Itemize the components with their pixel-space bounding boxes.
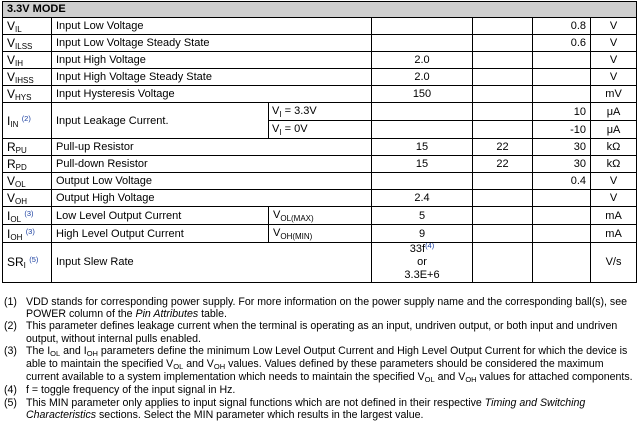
min-value: 33f$^{(4)}$ or 3.3E+6 [372, 243, 473, 283]
electrical-characteristics-table [2, 1, 637, 283]
parameter-cell: Input High Voltage [52, 52, 372, 69]
condition-cell: $V_{OL(MAX)}$ [269, 207, 372, 225]
section-header-row [3, 2, 637, 18]
parameter-cell: Input High Voltage Steady State [52, 69, 372, 86]
footnote-1: (1) VDD stands for corresponding power supply. For more information on the power supply name and the corresponding ball(s), see POWER column of the Pin Attributes table. [4, 296, 628, 321]
symbol-cell: $V_{OH}$ [3, 190, 52, 207]
parameter-cell: Input Hysteresis Voltage [52, 86, 372, 103]
unit-cell: kΩ [591, 156, 637, 173]
unit-cell: V [591, 173, 637, 190]
symbol-cell: $R_{PD}$ [3, 156, 52, 173]
symbol-cell: $V_{ILSS}$ [3, 35, 52, 52]
symbol-cell: $I_{OL}$ $^{(3)}$ [3, 207, 52, 225]
condition-cell: $V_{OH(MIN)}$ [269, 225, 372, 243]
table-row [3, 69, 637, 86]
parameter-cell: Output Low Voltage [52, 173, 372, 190]
footnote-2: (2) This parameter defines leakage current when the terminal is operating as an input, undriven output, or both input and undriven output, without internal pulls enabled. [4, 320, 618, 345]
symbol-cell: $V_{IH}$ [3, 52, 52, 69]
footnote-ref: (2) [21, 113, 31, 123]
parameter-cell: Input Slew Rate [52, 243, 372, 283]
min-value: 2.0 [372, 52, 473, 69]
parameter-cell: Pull-down Resistor [52, 156, 372, 173]
footnote-ref: (3) [24, 208, 34, 218]
typ-value: 22 [473, 139, 533, 156]
parameter-cell: Low Level Output Current [52, 207, 269, 225]
max-value: -10 [533, 121, 591, 139]
unit-cell: V [591, 190, 637, 207]
unit-cell: V [591, 52, 637, 69]
min-value: 15 [372, 156, 473, 173]
symbol-cell: $V_{OL}$ [3, 173, 52, 190]
symbol-cell: $V_{IHSS}$ [3, 69, 52, 86]
max-value: 0.8 [533, 18, 591, 35]
table-row [3, 225, 637, 243]
symbol-cell: $SR_I$ $^{(5)}$ [3, 243, 52, 283]
parameter-cell: Input Low Voltage [52, 18, 372, 35]
max-value: 0.6 [533, 35, 591, 52]
footnote-5: (5) This MIN parameter only applies to input signal functions which are not defined in their respective Timing and Switching Characteristics sections. Select the MIN parameter which results in the largest value. [4, 396, 586, 421]
table-row [3, 207, 637, 225]
section-title: 3.3V MODE [3, 2, 637, 18]
max-value: 30 [533, 156, 591, 173]
min-value: 9 [372, 225, 473, 243]
table-row [3, 190, 637, 207]
unit-cell: kΩ [591, 139, 637, 156]
table-row [3, 139, 637, 156]
table-row [3, 52, 637, 69]
typ-value: 22 [473, 156, 533, 173]
table-row [3, 243, 637, 283]
table-row [3, 86, 637, 103]
footnotes [4, 296, 638, 421]
parameter-cell: Input Leakage Current. [52, 103, 269, 139]
table-row [3, 103, 637, 121]
max-value: 10 [533, 103, 591, 121]
min-value: 5 [372, 207, 473, 225]
min-value: 15 [372, 139, 473, 156]
unit-cell: V/s [591, 243, 637, 283]
unit-cell: mA [591, 225, 637, 243]
symbol-cell: $R_{PU}$ [3, 139, 52, 156]
table-row [3, 18, 637, 35]
table-row [3, 156, 637, 173]
parameter-cell: High Level Output Current [52, 225, 269, 243]
unit-cell: μA [591, 103, 637, 121]
unit-cell: V [591, 18, 637, 35]
max-value: 30 [533, 139, 591, 156]
parameter-cell: Output High Voltage [52, 190, 372, 207]
table-row [3, 173, 637, 190]
footnote-ref: (5) [29, 255, 39, 264]
parameter-cell: Input Low Voltage Steady State [52, 35, 372, 52]
parameter-cell: Pull-up Resistor [52, 139, 372, 156]
table-row [3, 35, 637, 52]
footnote-ref: (3) [25, 226, 35, 236]
unit-cell: V [591, 69, 637, 86]
unit-cell: mA [591, 207, 637, 225]
max-value: 0.4 [533, 173, 591, 190]
condition-cell: $V_I = 0V$ [269, 121, 372, 139]
symbol-cell: $I_{IN}$ $^{(2)}$ [3, 103, 52, 139]
unit-cell: μA [591, 121, 637, 139]
unit-cell: V [591, 35, 637, 52]
footnote-4: (4) f = toggle frequency of the input signal in Hz. [4, 384, 236, 397]
unit-cell: mV [591, 86, 637, 103]
symbol-cell: $V_{HYS}$ [3, 86, 52, 103]
symbol-cell: $V_{IL}$ [3, 18, 52, 35]
footnote-ref: (4) [425, 242, 435, 250]
min-value: 2.4 [372, 190, 473, 207]
footnote-3: (3) The IOL and IOH parameters define the minimum Low Level Output Current and High Level Output Current for which the device is able to maintain the specified VOL and VOH values. Values defined by these parameters should be considered the maximum current available to a system implementation which needs to maintain the specified VOL and VOH values for attached components. [4, 344, 633, 385]
min-value: 2.0 [372, 69, 473, 86]
min-value: 150 [372, 86, 473, 103]
symbol-cell: $I_{OH}$ $^{(3)}$ [3, 225, 52, 243]
condition-cell: $V_I = 3.3V$ [269, 103, 372, 121]
